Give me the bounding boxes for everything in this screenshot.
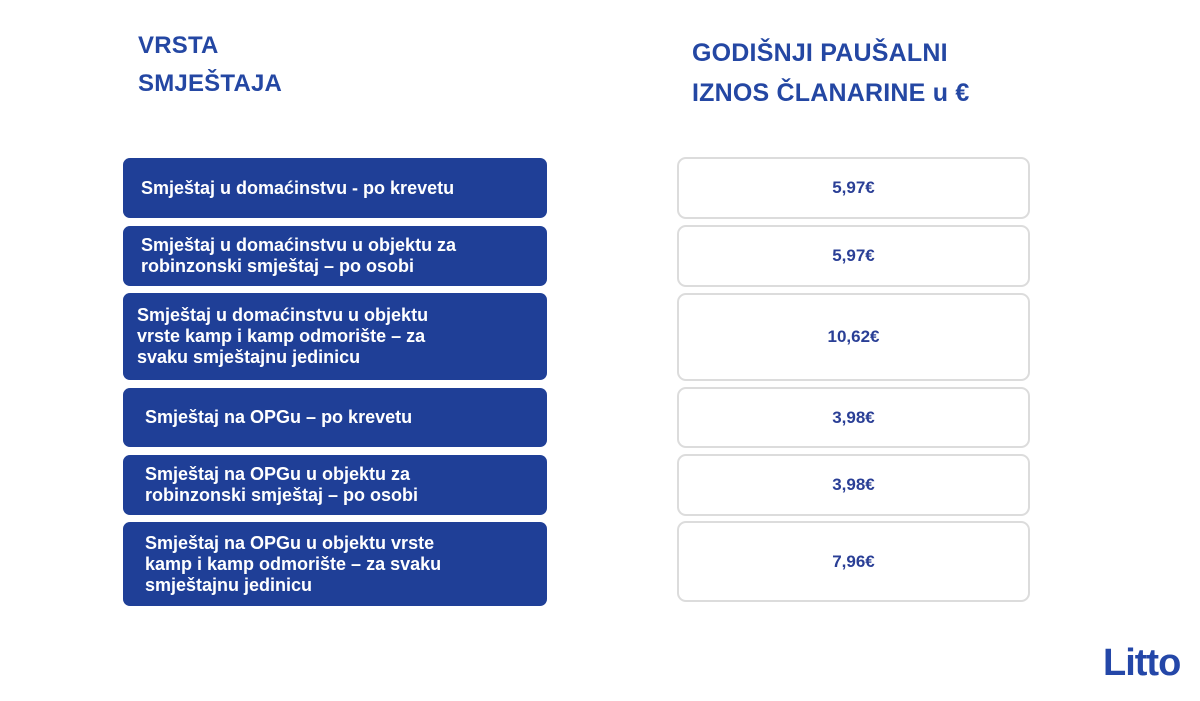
fee-value-cell: [677, 293, 1030, 381]
label-line: kamp i kamp odmorište – za svaku: [145, 553, 442, 574]
fee-value: 10,62€: [827, 327, 880, 346]
accommodation-type-cell: [123, 158, 547, 218]
label-line: Smještaj u domaćinstvu u objektu: [137, 305, 429, 325]
accommodation-type-cell: [123, 455, 547, 515]
label-line: Smještaj na OPGu u objektu vrste: [145, 532, 435, 553]
label-line: smještajnu jedinicu: [145, 574, 313, 595]
label-line: Smještaj na OPGu – po krevetu: [145, 407, 413, 427]
header-line: GODIŠNJI PAUŠALNI: [692, 39, 948, 67]
label-line: svaku smještajnu jedinicu: [137, 347, 361, 367]
fee-value: 7,96€: [832, 551, 875, 571]
label-line: robinzonski smještaj – po osobi: [141, 256, 415, 276]
label-line: Smještaj na OPGu u objektu za: [145, 464, 411, 484]
fee-value: 3,98€: [832, 407, 875, 427]
accommodation-type-cell: [123, 522, 547, 606]
label-line: robinzonski smještaj – po osobi: [145, 485, 419, 505]
accommodation-type-cell: [123, 293, 547, 380]
fee-value: 5,97€: [832, 246, 875, 265]
header-line: IZNOS ČLANARINE u €: [692, 79, 970, 107]
fee-value: 3,98€: [832, 475, 875, 494]
label-line: Smještaj u domaćinstvu - po krevetu: [141, 177, 455, 198]
accommodation-type-cell: [123, 388, 547, 447]
accommodation-type-cell: [123, 226, 547, 286]
label-line: Smještaj u domaćinstvu u objektu za: [141, 235, 457, 255]
column-header-accommodation-type: [138, 27, 282, 103]
header-line: SMJEŠTAJA: [138, 70, 283, 97]
header-line: VRSTA: [138, 32, 219, 59]
label-line: vrste kamp i kamp odmorište – za: [137, 326, 426, 346]
fee-value-cell: [677, 387, 1030, 448]
fee-value-cell: [677, 454, 1030, 516]
fee-value-cell: [677, 521, 1030, 602]
fee-value-cell: [677, 157, 1030, 219]
column-header-annual-fee: [692, 33, 969, 113]
litto-logo: Litto: [1103, 642, 1181, 684]
fee-value: 5,97€: [832, 178, 875, 197]
fee-value-cell: [677, 225, 1030, 287]
